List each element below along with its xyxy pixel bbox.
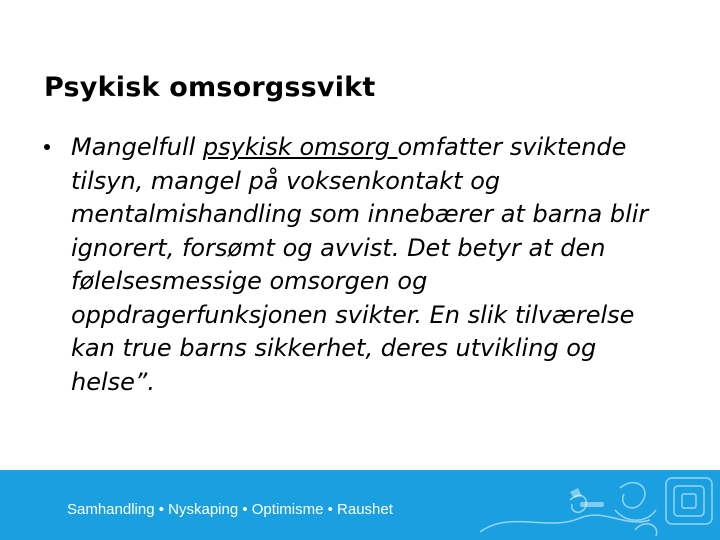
bullet-item [44, 131, 684, 399]
footer-motto: Samhandling • Nyskaping • Optimisme • Raushet [67, 501, 393, 518]
bullet-text-underlined: psykisk omsorg [202, 133, 398, 161]
bullet-text-after: omfatter sviktende tilsyn, mangel på voksenkontakt og mentalmishandling som innebærer at barna blir ignorert, forsømt og avvist. Det betyr at den følelsesmessige omsorgen og oppdragerfunksjonen svikter. En slik tilværelse kan true barns sikkerhet, deres utvikling og helse”. [71, 133, 649, 396]
slide-title: Psykisk omsorgssvikt [44, 72, 376, 103]
decorative-logo-icon [420, 470, 720, 540]
bullet-text [71, 131, 684, 399]
footer-bar [0, 470, 720, 540]
bullet-marker [44, 144, 50, 150]
bullet-text-before: Mangelfull [71, 133, 203, 161]
